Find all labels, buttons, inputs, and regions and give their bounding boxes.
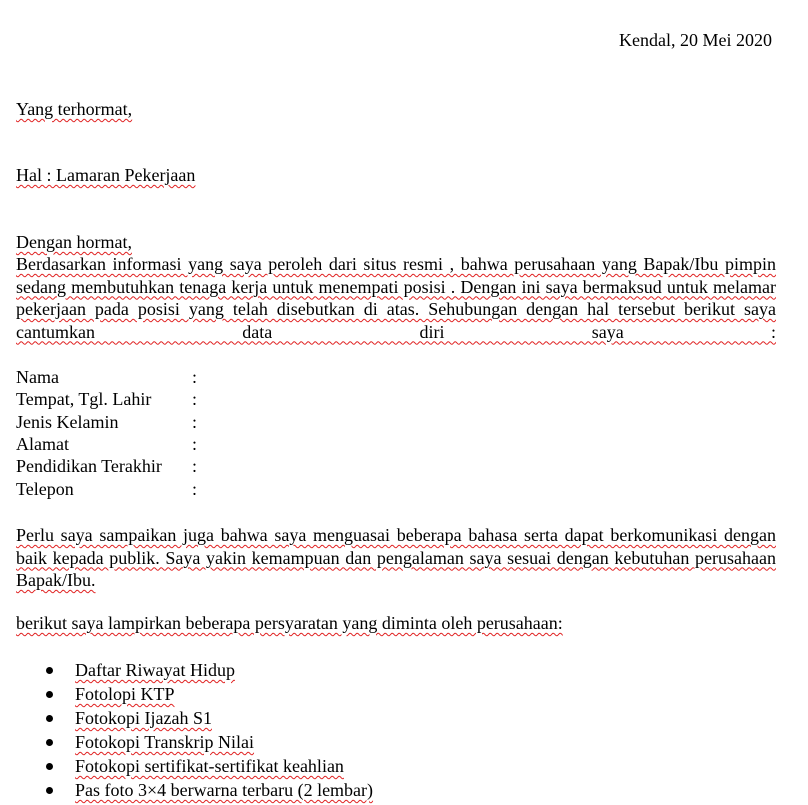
- attachments-intro: berikut saya lampirkan beberapa persyaratan yang diminta oleh perusahaan:: [16, 613, 563, 633]
- attachment-label: Daftar Riwayat Hidup: [75, 660, 235, 680]
- field-colon: :: [192, 434, 198, 454]
- field-label: Tempat, Tgl. Lahir: [16, 389, 152, 409]
- list-item: [16, 754, 373, 778]
- attachments-list: [16, 658, 373, 802]
- list-item: [16, 658, 373, 682]
- field-pendidikan-terakhir: [16, 455, 197, 477]
- opening-paragraph: Berdasarkan informasi yang saya peroleh dari situs resmi , bahwa perusahaan yang Bapak/Ibu pimpin sedang membutuhkan tenaga kerja untuk menempati posisi . Dengan ini saya bermaksud untuk melamar pekerjaan pada posisi yang telah disebutkan di atas. Sehubungan dengan hal tersebut berikut saya cantumkan data diri saya :: [16, 254, 776, 342]
- letter-page: [16, 0, 776, 805]
- field-colon: :: [192, 367, 198, 387]
- list-item: [16, 778, 373, 802]
- list-item: [16, 706, 373, 730]
- field-alamat: [16, 433, 197, 455]
- attachment-label: Fotokopi sertifikat-sertifikat keahlian: [75, 756, 344, 776]
- bullet-icon: [46, 739, 53, 746]
- field-colon: :: [192, 479, 198, 499]
- field-colon: :: [192, 456, 198, 476]
- field-tempat-tgl-lahir: [16, 388, 197, 410]
- field-nama: [16, 366, 197, 388]
- place-date: Kendal, 20 Mei 2020: [619, 30, 772, 50]
- field-label: Pendidikan Terakhir: [16, 456, 162, 476]
- field-colon: :: [192, 389, 198, 409]
- field-colon: :: [192, 412, 198, 432]
- field-label: Telepon: [16, 479, 74, 499]
- attachment-label: Pas foto 3×4 berwarna terbaru (2 lembar): [75, 780, 374, 800]
- field-jenis-kelamin: [16, 411, 197, 433]
- greeting: Dengan hormat,: [16, 232, 132, 252]
- subject-line: Hal : Lamaran Pekerjaan: [16, 165, 196, 185]
- salutation: Yang terhormat,: [16, 99, 133, 119]
- bullet-icon: [46, 787, 53, 794]
- field-label: Jenis Kelamin: [16, 412, 119, 432]
- list-item: [16, 730, 373, 754]
- attachment-label: Fotokopi Transkrip Nilai: [75, 732, 255, 752]
- bullet-icon: [46, 763, 53, 770]
- bullet-icon: [46, 691, 53, 698]
- bullet-icon: [46, 715, 53, 722]
- bullet-icon: [46, 667, 53, 674]
- attachment-label: Fotolopi KTP: [75, 684, 175, 704]
- attachment-label: Fotokopi Ijazah S1: [75, 708, 212, 728]
- closing-paragraph: Perlu saya sampaikan juga bahwa saya menguasai beberapa bahasa serta dapat berkomunikasi dengan baik kepada publik. Saya yakin kemampuan dan pengalaman saya sesuai dengan kebutuhan perusahaan Bapak/Ibu.: [16, 525, 776, 590]
- list-item: [16, 682, 373, 706]
- field-telepon: [16, 478, 197, 500]
- field-label: Alamat: [16, 434, 69, 454]
- field-label: Nama: [16, 367, 59, 387]
